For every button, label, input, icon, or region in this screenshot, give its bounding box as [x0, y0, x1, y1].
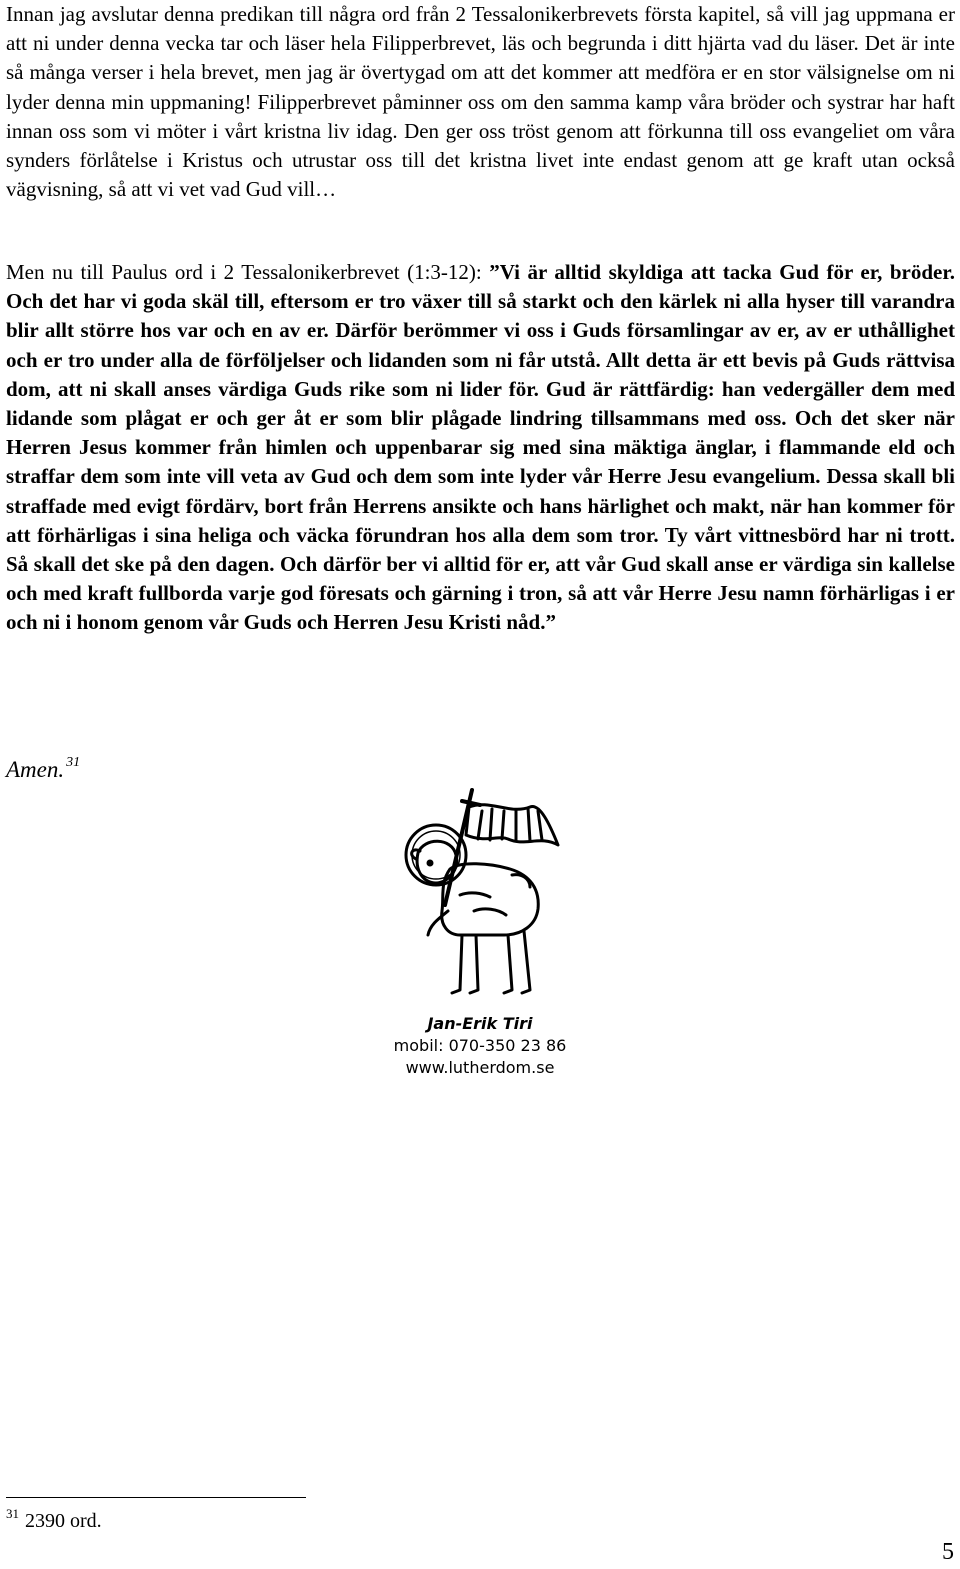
footnote-number: 31 [6, 1506, 19, 1521]
scripture-paragraph [6, 258, 955, 638]
lamb-with-banner-icon [390, 785, 570, 1015]
contact-block [360, 1013, 600, 1079]
intro-paragraph: Innan jag avslutar denna predikan till några ord från 2 Tessalonikerbrevets första kapitel, så vill jag uppmana er att ni under denna vecka tar och läser hela Filipperbrevet, läs och begrunda i ditt hjärta vad du läser. Det är inte så många verser i hela brevet, men jag är övertygad om att det kommer att medföra er en stor välsignelse om ni lyder denna min uppmaning! Filipperbrevet påminner oss om den samma kamp våra bröder och systrar har haft innan oss som vi möter i vårt kristna liv idag. Den ger oss tröst genom att förkunna till oss evangeliet om våra synders förlåtelse i Kristus och utrustar oss till det kristna livet inte endast genom att ge kraft utan också vägvisning, så att vi vet vad Gud vill… [6, 2, 955, 202]
phone-number: mobil: 070-350 23 86 [393, 1036, 567, 1055]
footnote-reference: 31 [66, 755, 81, 770]
footnote-text: 2390 ord. [25, 1510, 102, 1532]
amen-text: Amen. [6, 757, 65, 782]
website-link[interactable]: www.lutherdom.se [405, 1058, 555, 1077]
author-name: Jan-Erik Tiri [427, 1014, 533, 1033]
footnote-divider [6, 1497, 306, 1498]
page-number: 5 [942, 1539, 954, 1565]
scripture-quote: ”Vi är alltid skyldiga att tacka Gud för er, bröder. Och det har vi goda skäl till, eftersom er tro växer till så starkt och den kärlek ni alla hyser till varandra blir allt större hos var och en av er. Därför berömmer vi oss i Guds församlingar av er, av er uthållighet och er tro under alla de förföljelser och lidanden som ni får utstå. Allt detta är ett bevis på Guds rättvisa dom, att ni skall anses värdiga Guds rike som ni lider för. Gud är rättfärdig: han vedergäller dem med lidande som plågat er och ger åt er som blir plågade lindring tillsammans med oss. Och det sker när Herren Jesus kommer från himlen och uppenbarar sig med sina mäktiga änglar, i flammande eld och straffar dem som inte vill veta av Gud och dem som inte lyder vår Herre Jesu evangelium. Dessa skall bli straffade med evigt fördärv, bort från Herrens ansikte och hans härlighet och makt, när han kommer för att förhärligas i sina heliga och väcka förundran hos alla dem som tror. Ty vårt vittnesbörd har ni trott. Så skall det ske på den dagen. Och därför ber vi alltid för er, att vår Gud skall anse er värdiga sin kallelse och med kraft fullborda varje god föresats och gärning i tron, så att vår Herre Jesu namn förhärligas i er och ni i honom genom vår Guds och Herren Jesu Kristi nåd.” [6, 260, 955, 635]
footnote [6, 1500, 102, 1535]
scripture-intro: Men nu till Paulus ord i 2 Tessalonikerbrevet (1:3-12): [6, 260, 490, 284]
amen-closing [6, 748, 80, 785]
